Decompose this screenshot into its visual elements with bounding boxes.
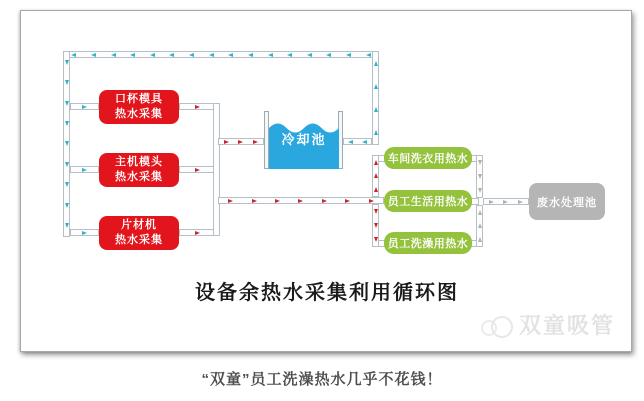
pipe-pool-outlet bbox=[343, 138, 372, 145]
pipe-waste-out bbox=[483, 198, 529, 205]
pipe-hot-collector bbox=[213, 103, 220, 236]
flow-arrow bbox=[478, 210, 482, 215]
pipe-cold-stub-1 bbox=[70, 103, 99, 110]
soton-logo-icon bbox=[481, 310, 515, 340]
flow-arrow bbox=[346, 53, 351, 57]
flow-arrow bbox=[374, 160, 378, 165]
pipe-waste-collector-top bbox=[476, 155, 483, 198]
flow-arrow bbox=[82, 231, 87, 235]
pipe-cold-top bbox=[63, 51, 379, 58]
machine-box-label-line2: 热水采集 bbox=[115, 108, 163, 120]
use-box-staff-living: 员工生活用热水 bbox=[384, 190, 472, 212]
pipe-hot-out-2 bbox=[179, 166, 215, 173]
flow-arrow bbox=[65, 162, 69, 167]
flow-arrow bbox=[478, 237, 482, 242]
flow-arrow bbox=[150, 53, 155, 57]
flow-arrow bbox=[275, 199, 280, 203]
machine-box-label-line1: 片材机 bbox=[121, 219, 157, 232]
flow-arrow bbox=[65, 203, 69, 208]
flow-arrow bbox=[307, 53, 312, 57]
flow-arrow bbox=[228, 53, 233, 57]
flow-arrow bbox=[82, 168, 87, 172]
machine-box-label-line2: 热水采集 bbox=[115, 171, 163, 183]
flow-arrow bbox=[503, 200, 508, 204]
pipe-cold-left-down bbox=[63, 51, 70, 237]
flow-arrow bbox=[268, 53, 273, 57]
flow-arrow bbox=[195, 168, 200, 172]
flow-arrow bbox=[71, 53, 76, 57]
use-box-staff-shower: 员工洗澡用热水 bbox=[384, 232, 472, 254]
flow-arrow bbox=[478, 188, 482, 193]
flow-arrow bbox=[287, 53, 292, 57]
flow-arrow bbox=[518, 200, 523, 204]
pipe-hot-supply bbox=[218, 197, 384, 204]
flow-arrow bbox=[82, 105, 87, 109]
flow-arrow bbox=[478, 160, 482, 165]
machine-box-extruder-head bbox=[99, 153, 179, 187]
flow-arrow bbox=[65, 223, 69, 228]
flow-arrow bbox=[252, 199, 257, 203]
flow-arrow bbox=[91, 53, 96, 57]
flow-arrow bbox=[345, 199, 350, 203]
flow-arrow bbox=[489, 200, 494, 204]
machine-box-label-line2: 热水采集 bbox=[115, 234, 163, 246]
machine-box-label-line1: 口杯模具 bbox=[115, 93, 163, 106]
diagram-card bbox=[20, 10, 632, 352]
flow-arrow bbox=[369, 199, 374, 203]
watermark-text: 双童吸管 bbox=[518, 313, 615, 338]
flow-arrow bbox=[374, 237, 378, 242]
flow-arrow bbox=[374, 223, 378, 228]
wastewater-treatment-box: 废水处理池 bbox=[529, 183, 605, 220]
flow-arrow bbox=[374, 187, 378, 192]
flow-arrow bbox=[374, 61, 378, 66]
flow-arrow bbox=[195, 231, 200, 235]
pipe-waste-stub-2 bbox=[471, 198, 479, 205]
flow-arrow bbox=[298, 199, 303, 203]
machine-box-cup-mold bbox=[99, 90, 179, 124]
flow-arrow bbox=[189, 53, 194, 57]
flow-arrow bbox=[65, 101, 69, 106]
machine-box-label-line1: 主机模头 bbox=[115, 156, 163, 169]
flow-arrow bbox=[362, 140, 367, 144]
flow-arrow bbox=[65, 80, 69, 85]
pipe-cold-stub-2 bbox=[70, 166, 99, 173]
pipe-cold-riser-up bbox=[372, 51, 379, 145]
flow-arrow bbox=[195, 105, 200, 109]
machine-box-sheet-machine bbox=[99, 216, 179, 250]
flow-arrow bbox=[248, 53, 253, 57]
flow-arrow bbox=[374, 173, 378, 178]
flow-arrow bbox=[374, 209, 378, 214]
diagram-title: 设备余热水采集利用循环图 bbox=[195, 282, 459, 304]
flow-arrow bbox=[322, 199, 327, 203]
flow-arrow bbox=[326, 53, 331, 57]
cooling-pool-label: 冷却池 bbox=[281, 132, 327, 147]
pipe-pool-inlet bbox=[218, 138, 264, 145]
flow-arrow bbox=[65, 182, 69, 187]
pipe-cold-stub-3 bbox=[70, 229, 99, 236]
flow-arrow bbox=[65, 60, 69, 65]
flow-arrow bbox=[374, 130, 378, 135]
flow-arrow bbox=[111, 53, 116, 57]
flow-arrow bbox=[224, 140, 229, 144]
bottom-caption: “双童”员工洗澡热水几乎不花钱！ bbox=[201, 371, 443, 388]
pipe-waste-collector-bottom bbox=[476, 205, 483, 247]
flow-arrow bbox=[65, 121, 69, 126]
pipe-hot-out-3 bbox=[179, 229, 215, 236]
flow-arrow bbox=[238, 140, 243, 144]
pipe-hot-out-1 bbox=[179, 103, 215, 110]
flow-arrow bbox=[374, 84, 378, 89]
use-box-workshop-laundry: 车间洗衣用热水 bbox=[384, 147, 472, 169]
watermark bbox=[481, 309, 615, 340]
flow-arrow bbox=[228, 199, 233, 203]
diagram-canvas bbox=[21, 11, 631, 351]
flow-arrow bbox=[478, 174, 482, 179]
flow-arrow bbox=[130, 53, 135, 57]
flow-arrow bbox=[169, 53, 174, 57]
flow-arrow bbox=[65, 141, 69, 146]
flow-arrow bbox=[209, 53, 214, 57]
flow-arrow bbox=[366, 53, 371, 57]
flow-arrow bbox=[374, 107, 378, 112]
flow-arrow bbox=[348, 140, 353, 144]
flow-arrow bbox=[478, 223, 482, 228]
flow-arrow bbox=[253, 140, 258, 144]
